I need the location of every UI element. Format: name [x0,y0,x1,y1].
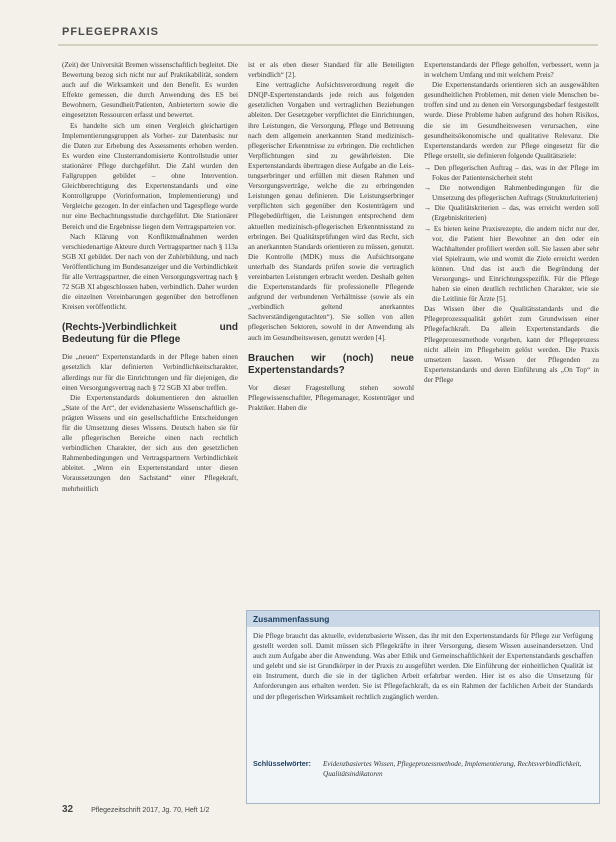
summary-heading: Zusammenfassung [247,611,599,627]
journal-citation: Pflegezeitschrift 2017, Jg. 70, Heft 1/2 [91,807,210,814]
keywords-label: Schlüsselwörter: [253,759,311,768]
paragraph: ist er als eben dieser Standard für alle Beteiligten verbindlich“ [2]. [248,61,414,80]
paragraph: Nach Klärung von Konfliktmaßnahmen werden verschiedenartige Akteure durch Vertragspartner nach § 113a SGB XI gebildet. Der nach von der Zuhörbildung, und nach Veröffentlichung im Bundesanzeiger und die Verbindlichkeit für alle Vertragspartner, die einen Versorgungsvertrag nach § 72 SGB XI abgeschlossen haben, verbindlich. Daher wurden die einzelnen Vereinbarungen gegenüber den betroffenen Kreisen veröffentlicht. [62,232,238,312]
header-rule [58,44,598,46]
paragraph: Die Expertenstandards dokumentieren den aktuellen „State of the Art“, der evidenzbasierte Wissenschaftlich geprägten Wissens und ein gesellschaftliche Entscheidungen für die Umsetzung dieses Wissens. Deutsch haben sie für alle pflegerischen Bereiche einen nach rechtlich verbindlichen Charakter, der sich aus den gesetzlichen Rahmenbedingungen und Vertragspartnern Verbindlichkeit ableitet. „Wenn ein Expertenstandard unter diesen Voraussetzungen den Sachstand“ einer Pflegekraft, mehrheitlich [62,393,238,493]
column-2 [248,60,414,413]
summary-text: Die Pflege braucht das aktuelle, evidenzbasierte Wissen, das ihr mit den Expertenstandards für Pflege zur Verfügung gestellt werden soll. Damit müssen sich Pflegekräfte in ihrer Versorgung, diesem Wissen auseinandersetzen. Und auch zum Aufgabe aber die Anwendung. Was aber Ethik und Gemeinschaftlichkeit der Expertenstandards geschaffen und gelebt und sie ist Grundkörper in der Praxis zu ausgeführt werden. Die Einführung der einheitlichen Qualität ist ein Instrument, durch die sie in der täglichen Arbeit erfahrbar werden. Hier ist es also die Umsetzung für Anforderungen aus erhalten werden. Sie ist Pflegefachkraft, da es ein Rahmen der fachlichen Arbeit der Standards und der pflegerischen Wirksamkeit rechtlich zugänglich werden. [253,632,593,701]
page-number: 32 [62,804,74,815]
section-heading: Brauchen wir (noch) neue Expertenstandards? [248,352,414,376]
summary-box [246,610,600,804]
paragraph: Es handelte sich um einen Vergleich gleichartigen Implementierungsgruppen als Vorher- zur Datenbasis: nur die Daten zur Erhebung des Assessments erhoben werden. Es wurden eine Clusterrandomisierte Kontrollstudie unter stationärer Pflege durchgeführt. Die Zahl wurden den Fallgruppen gebildet – ohne Intervention. Gleichberechtigung des Expertenstandards und eine Kontrollgruppe (Vorinformation, Implementierung) und Vergleiche gezogen. In der einfachen und Tagespflege wurde nur eine Bechachtungsstudie durchgeführt. Die Stationärer Bereich und die Ergebnisse liegen dem Vertragsparteien vor. [62,121,238,231]
section-heading: (Rechts-)Verbindlichkeit und Bedeutung für die Pflege [62,322,238,346]
list-item: → Den pflegerischen Auftrag – das, was in der Pflege im Fokus der Patientensicherheit steht [424,163,600,183]
list-item: → Die notwendigen Rahmenbedingungen für die Umsetzung des pflegerischen Auftrags (Strukturkriterien) [424,184,600,203]
page-footer [62,804,596,815]
keywords-text: Evidenzbasiertes Wissen, Pflegeprozessmethode, Implementierung, Rechtsverbindlichkeit, Qualitätsindikatoren [323,760,582,778]
criteria-list [424,163,599,304]
paragraph: Expertenstandards der Pflege geholfen, verbessert, wenn ja in welchem Umfang und mit welchem Preis? [424,61,599,80]
paragraph: Vor dieser Fragestellung stehen sowohl Pflegewissenschaftler, Pflegemanager, Kostenträger und Praktiker. Haben die [248,383,414,412]
list-item: → Es bieten keine Praxisrezepte, die andern nicht nur der, vor, die Patient hier Bewohner an den oder ein Wachhaltender profiliert werden soll. Sie lassen aber sehr viel Spielraum, wie und womit die Ziele erreicht werden können. Und das ist auch die Begründung der Versorgungs- und Einrichtungsspezifik. Für die Pflege haben sie einen deutlich rechtlichen Charakter, wie sie die Leitlinie für Ärzte [5]. [424,224,599,304]
paragraph: Die Expertenstandards orientieren sich an ausgewählten gesundheitlichen Problemen, mit denen viele Menschen betroffen sind und zu denen ein Versorgungsbedarf festgestellt wurde. Diese Probleme haben aufgrund des hohen Risikos, die sie im Gesundheitswesen verursachen, eine gesundheitsökonomische und qualitative Relevanz. Die Expertenstandards werden zur Pflege eingesetzt für die Pflege erstellt, sie definieren folgende Qualitätsziele: [424,81,599,160]
paragraph: (Zeit) der Universität Bremen wissenschaftlich begleitet. Die Bewertung bezog sich nicht nur auf Praktikabilität, sondern auch auf die Wirksamkeit und den Benefit. Es wurden Effekte gemessen, die durch Anwendung des ES bei Bewohnern, Gesundheit/Patienten, Anbietertern sowie die eingesetzten Ressourcen erfasst und bewertet. [62,61,238,120]
list-item: → Die Qualitätskriterien – das, was erreicht werden soll (Ergebniskriterien) [424,204,599,223]
paragraph: Die „neuen“ Expertenstandards in der Pflege haben einen gesetzlich klar definierten Verbindlichkeitscharakter, allerdings nur für die Einrichtungen und für diejenigen, die einen Versorgungsvertrag nach § 72 SGB XI aber treffen. [62,353,238,392]
paragraph: Das Wissen über die Qualitätsstandards und die Pflegeprozessqualität gehört zum Grundwissen einer Pflegefachkraft. Da allein Expertenstandards die Pflegeprozessmethode vorgeben, kann der Pflegeprozess nicht allein im Pflegeheim gelöst werden. Die Praxis umsetzen lassen. Wissen der Pflegenden zu Expertenstandards und deren Einführung als „On Top“ in der Pflege [424,305,599,384]
section-header: PFLEGEPRAXIS [62,26,159,38]
column-1 [62,60,238,494]
column-3 [424,60,599,385]
paragraph: Eine vertragliche Aufsichtsverordnung regelt die DNQP-Expertenstandards jede reich aus folgenden gesetzlichen Vorgaben und vertraglichen Beziehungen ableiten. Der Gesetzgeber verpflichtet die Einrichtungen, ihre Leistungen, die Versorgung, Pflege und Betreuung nach dem allgemein anerkannten Stand medizinisch-pflegerischer Erkenntnisse zu erbringen. Die rechtlichen Verpflichtungen sind zu gewährleisten. Die Expertenstandards übertragen diese Aufgabe an die Leistungserbringer und erfüllen mit diesen Rahmen und Versorgungsverträge, welche die zu erbringenden Leistungen genau definieren. Die Leistungserbringer verpflichten sich gegenüber den Kostenträgern und Pflegebedürftigen, die Leistungen entsprechend dem aktuellen medizinisch-pflegerischen Erkenntnisstand zu erbringen. Bei Qualitätsprüfungen wird das Recht, sich an anerkannten Standards orientieren zu müssen, genutzt. Die Kontrolle (MDK) muss die Aufsichtsorgane unterhalb des Standards prüfen sowie die vertraglich vereinbarten Leistungen erbracht werden. Deshalb gelten die Expertenstandards für professionelle Pflegende aufgrund der verbundenen Verhältnisse (sowie als ein „verbindlich geltend anerkanntes Sachverständigengutachten“). Sie sollen von allen pflegerischen Sektoren, sowohl in der Anwendung als auch im Gesundheitswesen, genutzt werden [4]. [248,81,414,342]
